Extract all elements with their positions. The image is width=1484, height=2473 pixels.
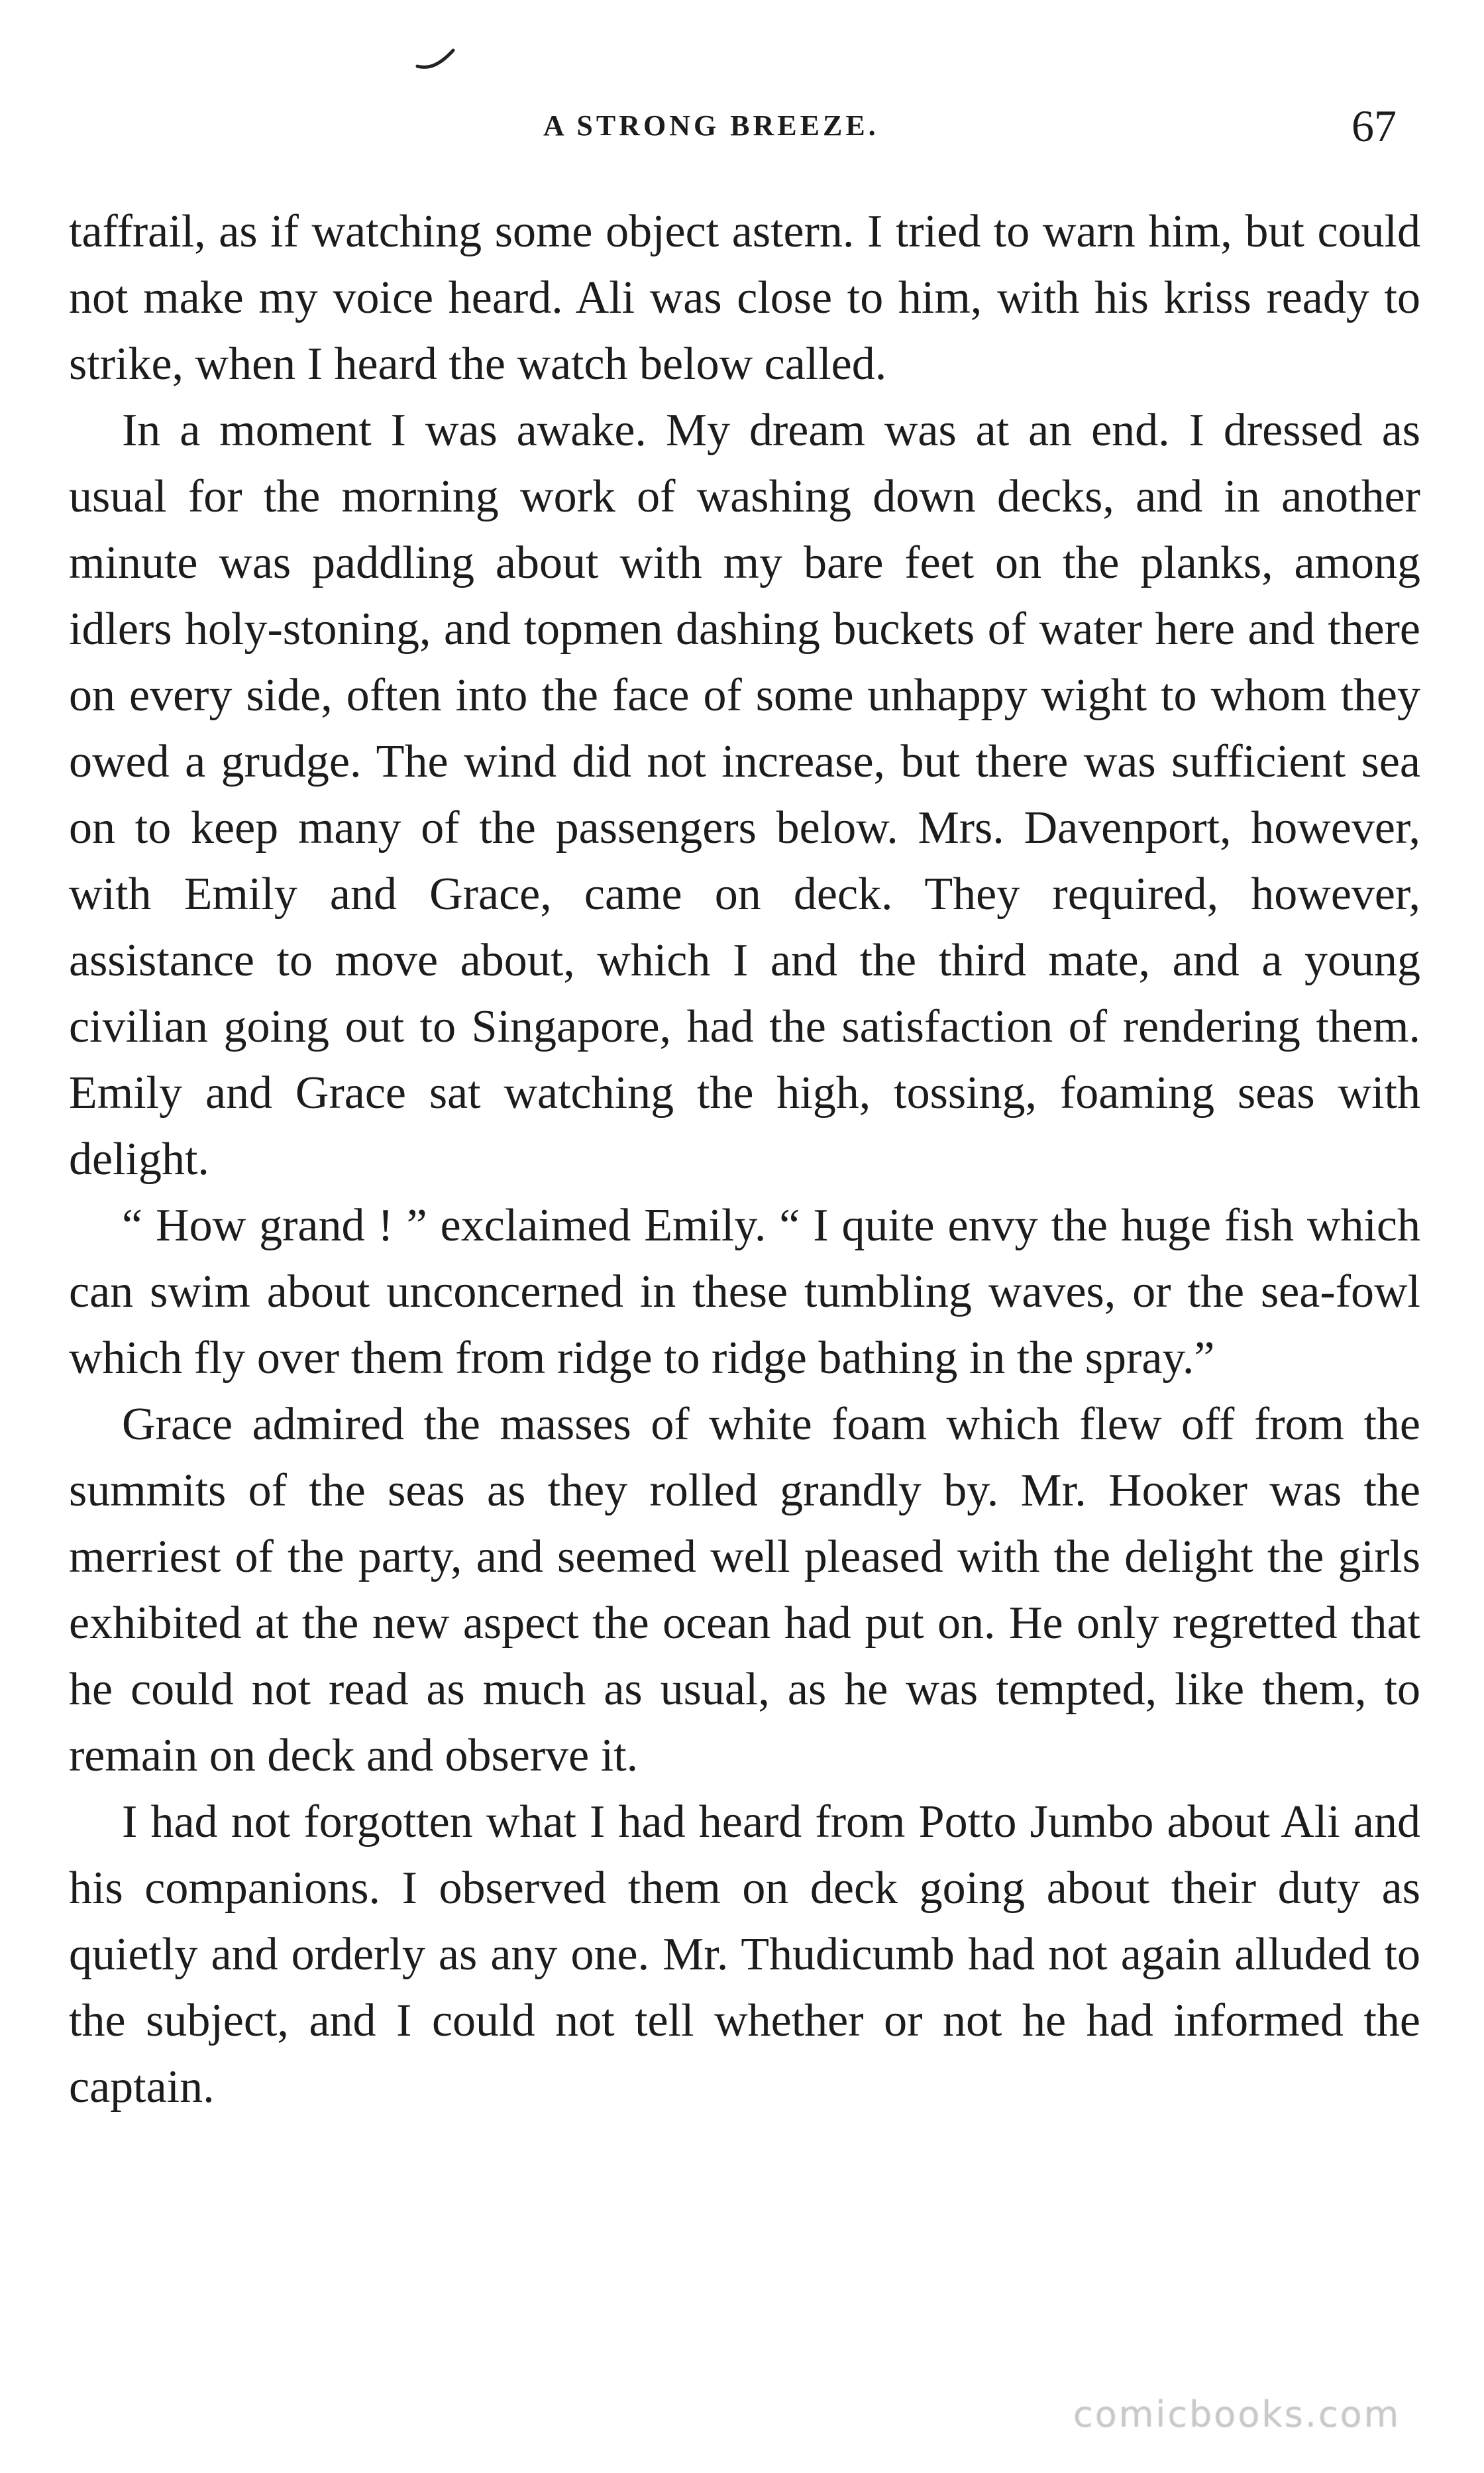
watermark: comicbooks.com xyxy=(1073,2393,1401,2435)
page-number: 67 xyxy=(1352,101,1397,151)
paragraph: “ How grand ! ” exclaimed Emily. “ I quite envy the huge fish which can swim about unconcerned in these tumbling waves, or the sea-fowl which fly over them from ridge to ridge bathing in the spray.” xyxy=(69,1200,1420,1384)
pencil-mark xyxy=(415,46,457,73)
paragraph: Grace admired the masses of white foam which flew off from the summits of the seas as they rolled grandly by. Mr. Hooker was the merriest of the party, and seemed well pleased with the delight the girls exhibited at the new aspect the ocean had put on. He only regretted that he could not read as much as usual, as he was tempted, like them, to remain on deck and observe it. xyxy=(69,1399,1420,1781)
body-text xyxy=(69,199,1420,2120)
paragraph: In a moment I was awake. My dream was at an end. I dressed as usual for the morning work of washing down decks, and in another minute was paddling about with my bare feet on the planks, among idlers holy-stoning, and topmen dashing buckets of water here and there on every side, often into the face of some unhappy wight to whom they owed a grudge. The wind did not increase, but there was sufficient sea on to keep many of the passengers below. Mrs. Davenport, however, with Emily and Grace, came on deck. They required, however, assistance to move about, which I and the third mate, and a young civilian going out to Singapore, had the satisfaction of rendering them. Emily and Grace sat watching the high, tossing, foaming seas with delight. xyxy=(69,405,1420,1185)
running-header xyxy=(0,99,1484,152)
paragraph: taffrail, as if watching some object astern. I tried to warn him, but could not make my voice heard. Ali was close to him, with his kriss ready to strike, when I heard the watch below called. xyxy=(69,206,1420,390)
paragraph: I had not forgotten what I had heard from Potto Jumbo about Ali and his companions. I observed them on deck going about their duty as quietly and orderly as any one. Mr. Thudicumb had not again alluded to the subject, and I could not tell whether or not he had informed the captain. xyxy=(69,1796,1420,2113)
running-title: A STRONG BREEZE. xyxy=(543,109,879,142)
